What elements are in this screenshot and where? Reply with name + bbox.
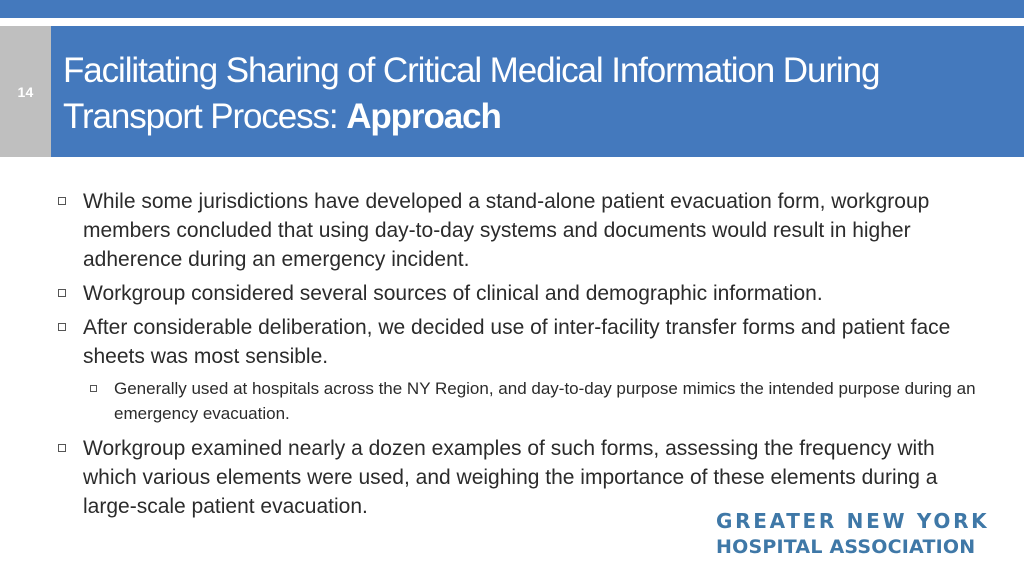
square-bullet-icon [58, 323, 66, 331]
bullet-text: After considerable deliberation, we decided use of inter-facility transfer forms and patient face sheets was most sensible. [83, 316, 951, 368]
bullet-text: While some jurisdictions have developed a stand-alone patient evacuation form, workgroup members concluded that using day-to-day systems and documents would result in higher adherence during an emergency incident. [83, 190, 930, 271]
logo-line-2: HOSPITAL ASSOCIATION [716, 536, 976, 558]
title-line-2-bold: Approach [346, 97, 501, 136]
slide-title [63, 48, 879, 140]
bullet-item [58, 187, 978, 274]
bullet-item [58, 279, 978, 308]
square-bullet-icon [58, 289, 66, 297]
bullet-list [58, 187, 978, 526]
slide-number-box [0, 26, 51, 157]
bullet-item [58, 313, 978, 371]
slide-number: 14 [17, 83, 34, 100]
title-band [51, 26, 1024, 157]
organization-logo [716, 509, 990, 561]
bullet-text: Workgroup examined nearly a dozen examples of such forms, assessing the frequency with which various elements were used, and weighing the importance of these elements during a large-scale patient evacuation. [83, 437, 938, 518]
top-accent-bar [0, 0, 1024, 18]
bullet-item [58, 434, 978, 521]
square-bullet-icon [58, 197, 66, 205]
square-bullet-icon [58, 444, 66, 452]
sub-bullet-text: Generally used at hospitals across the NY Region, and day-to-day purpose mimics the intended purpose during an emergency evacuation. [114, 379, 976, 423]
square-bullet-icon [90, 385, 97, 392]
title-line-1: Facilitating Sharing of Critical Medical Information During [63, 51, 880, 90]
title-line-2-plain: Transport Process: [63, 97, 347, 136]
logo-line-1: GREATER NEW YORK [716, 509, 990, 533]
sub-bullet-item [58, 376, 978, 426]
bullet-text: Workgroup considered several sources of clinical and demographic information. [83, 282, 823, 305]
